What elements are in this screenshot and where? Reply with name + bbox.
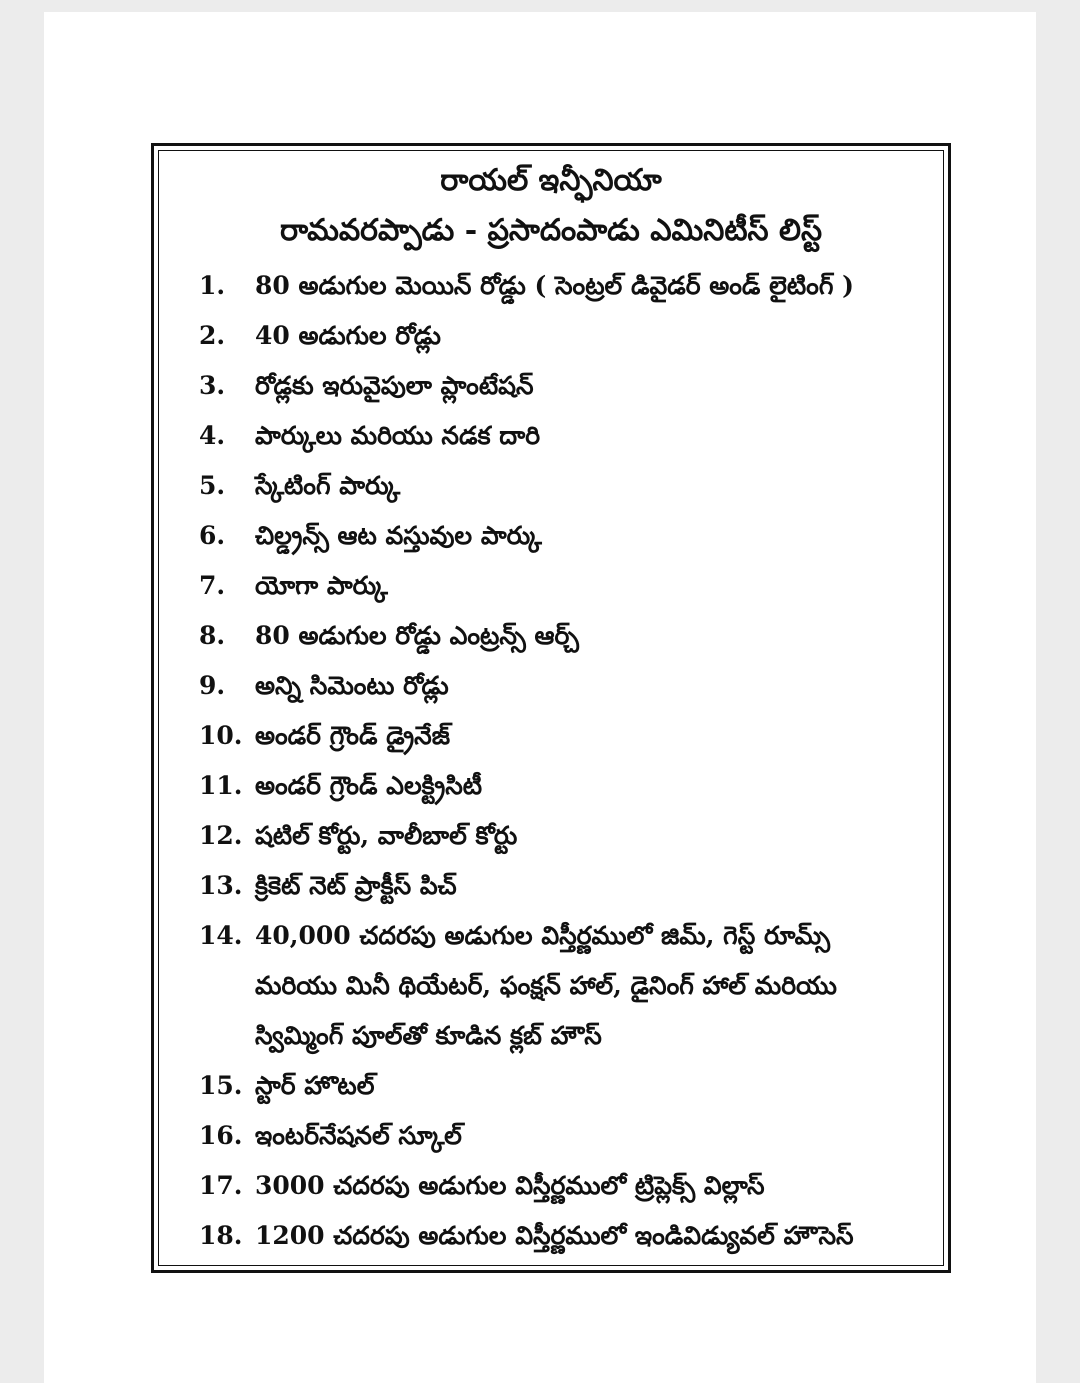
list-item-text	[255, 911, 943, 1061]
list-item-line: అండర్ గ్రౌండ్ ఎలక్ట్రిసిటీ	[255, 771, 483, 800]
list-item	[159, 261, 943, 311]
list-item	[159, 861, 943, 911]
list-item-text	[255, 761, 943, 811]
amenities-frame	[151, 143, 951, 1273]
list-item-line: యోగా పార్కు	[255, 571, 388, 600]
list-item-line: ఇంటర్‌నేషనల్ స్కూల్	[255, 1121, 462, 1150]
list-item-line: అండర్ గ్రౌండ్ డ్రైనేజ్	[255, 721, 451, 750]
list-item-number: 16.	[199, 1121, 243, 1150]
list-item-number: 10.	[199, 721, 243, 750]
list-item	[159, 661, 943, 711]
list-item-line: స్కేటింగ్ పార్కు	[255, 471, 401, 500]
list-item-text	[255, 561, 943, 611]
list-item-number: 11.	[199, 771, 243, 800]
list-item-line: షటిల్ కోర్టు, వాలీబాల్ కోర్టు	[255, 821, 518, 850]
list-item-text	[255, 1111, 943, 1161]
list-item-line: మరియు మినీ థియేటర్, ఫంక్షన్ హాల్, డైనింగ్ హాల్ మరియు	[255, 971, 837, 1000]
list-item	[159, 1111, 943, 1161]
list-item-text	[255, 711, 943, 761]
list-item-line: క్రికెట్ నెట్ ప్రాక్టీస్ పిచ్	[255, 871, 457, 900]
list-item	[159, 411, 943, 461]
list-item-text	[255, 1211, 943, 1261]
list-item-line: 40,000 చదరపు అడుగుల విస్తీర్ణములో జిమ్, గెస్ట్ రూమ్స్	[255, 921, 831, 950]
list-item-number: 4.	[199, 421, 226, 450]
list-item-text	[255, 361, 943, 411]
list-item-number: 14.	[199, 921, 243, 950]
list-item	[159, 611, 943, 661]
list-item-text	[255, 861, 943, 911]
list-item-line: చిల్డ్రన్స్ ఆట వస్తువుల పార్కు	[255, 521, 542, 550]
list-item-text	[255, 511, 943, 561]
list-item-text	[255, 411, 943, 461]
list-item-number: 2.	[199, 321, 226, 350]
document-page	[44, 12, 1036, 1383]
list-item-text	[255, 611, 943, 661]
list-item-text	[255, 461, 943, 511]
list-item-number: 18.	[199, 1221, 243, 1250]
list-item-text	[255, 261, 943, 311]
list-item-line: రోడ్లకు ఇరువైపులా ప్లాంటేషన్	[255, 371, 534, 400]
list-item-number: 8.	[199, 621, 226, 650]
list-item-line: 1200 చదరపు అడుగుల విస్తీర్ణములో ఇండివిడ్యువల్ హౌసెస్	[255, 1221, 854, 1250]
project-title: రాయల్ ఇన్ఫీనియా	[440, 163, 662, 198]
list-title: రామవరప్పాడు - ప్రసాదంపాడు ఎమినిటీస్ లిస్ట్	[279, 213, 823, 248]
list-item-text	[255, 661, 943, 711]
list-item	[159, 511, 943, 561]
list-item-line: పార్కులు మరియు నడక దారి	[255, 421, 541, 450]
list-item-line: స్విమ్మింగ్ పూల్‌తో కూడిన క్లబ్ హౌస్	[255, 1021, 602, 1050]
amenities-list	[159, 261, 943, 1261]
list-item-line: అన్ని సిమెంటు రోడ్లు	[255, 671, 449, 700]
list-item	[159, 711, 943, 761]
list-item-number: 17.	[199, 1171, 243, 1200]
list-item	[159, 1061, 943, 1111]
list-item-text	[255, 811, 943, 861]
list-item	[159, 1211, 943, 1261]
list-item	[159, 361, 943, 411]
list-item-number: 7.	[199, 571, 226, 600]
amenities-frame-inner	[158, 150, 944, 1266]
list-item-number: 6.	[199, 521, 226, 550]
list-item-number: 3.	[199, 371, 226, 400]
list-item	[159, 811, 943, 861]
list-item-number: 1.	[199, 271, 226, 300]
list-item	[159, 561, 943, 611]
list-item-line: 80 అడుగుల రోడ్డు ఎంట్రన్స్ ఆర్చ్	[255, 621, 579, 650]
list-item-number: 13.	[199, 871, 243, 900]
list-item-number: 15.	[199, 1071, 243, 1100]
list-item-text	[255, 1161, 943, 1211]
list-item	[159, 911, 943, 1061]
list-item	[159, 461, 943, 511]
list-item-line: స్టార్ హొటల్	[255, 1071, 375, 1100]
list-item-number: 9.	[199, 671, 226, 700]
list-item-number: 5.	[199, 471, 226, 500]
list-item-line: 40 అడుగుల రోడ్లు	[255, 321, 441, 350]
list-item-text	[255, 311, 943, 361]
list-item-line: 80 అడుగుల మెయిన్ రోడ్డు ( సెంట్రల్ డివైడర్ అండ్ లైటింగ్ )	[255, 271, 854, 300]
list-item-text	[255, 1061, 943, 1111]
list-item-line: 3000 చదరపు అడుగుల విస్తీర్ణములో ట్రిప్లెక్స్ విల్లాస్	[255, 1171, 765, 1200]
list-item	[159, 311, 943, 361]
list-item	[159, 761, 943, 811]
list-item	[159, 1161, 943, 1211]
list-item-number: 12.	[199, 821, 243, 850]
